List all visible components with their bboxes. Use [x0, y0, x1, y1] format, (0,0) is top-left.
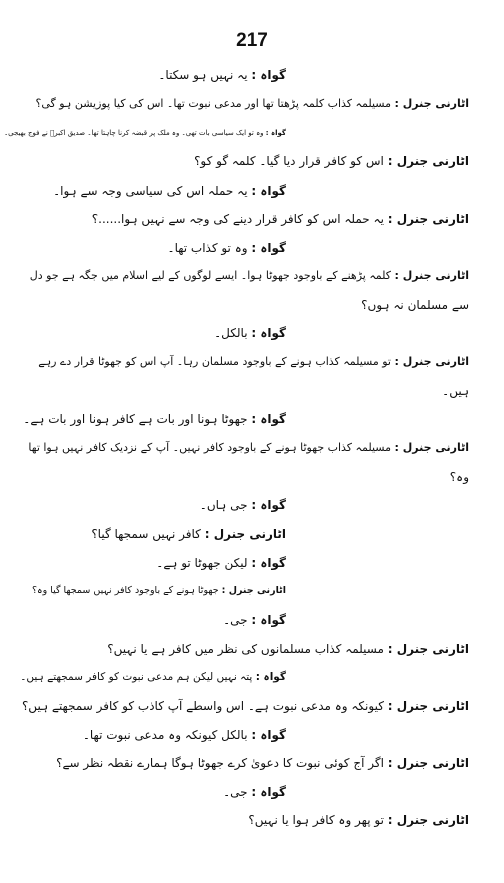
transcript-line: [158, 67, 286, 83]
speaker-label: گواہ :: [251, 412, 286, 426]
speech-text: جی ہاں۔: [199, 498, 248, 512]
transcript-line: [450, 469, 469, 485]
speech-text: یہ حملہ اس کو کافر قرار دینے کی وجہ سے نہیں ہوا......؟: [91, 212, 384, 226]
transcript-line: [35, 96, 469, 112]
transcript-line: [30, 268, 469, 284]
speaker-label: گواہ :: [251, 728, 286, 742]
speech-text: کیونکہ وہ مدعی نبوت ہے۔ اس واسطے آپ کاذب کو کافر سمجھتے ہیں؟: [21, 699, 384, 713]
speech-text: جی۔: [223, 613, 248, 627]
page-number: 217: [236, 30, 268, 51]
transcript-line: [92, 211, 469, 227]
speaker-label: اٹارنی جنرل :: [387, 212, 469, 226]
speech-text: اس کو کافر قرار دیا گیا۔ کلمہ گو کو؟: [194, 154, 384, 168]
speaker-label: گواہ :: [251, 785, 286, 799]
speaker-label: گواہ :: [251, 613, 286, 627]
speech-text: جھوٹا ہونے کے باوجود کافر نہیں سمجھا گیا وہ؟: [32, 585, 219, 596]
transcript-line: [194, 153, 469, 169]
transcript-line: [168, 240, 286, 256]
speaker-label: اٹارنی جنرل :: [394, 269, 469, 282]
speaker-label: اٹارنی جنرل :: [394, 97, 469, 110]
transcript-line: [83, 727, 286, 743]
speaker-label: اٹارنی جنرل :: [387, 154, 469, 168]
transcript-line: [361, 297, 469, 313]
transcript-line: [156, 555, 286, 571]
speech-text: وہ تو کذاب تھا۔: [167, 241, 248, 255]
transcript-line: [23, 411, 286, 427]
speaker-label: گواہ :: [265, 129, 286, 137]
transcript-line: [22, 698, 469, 714]
transcript-line: [200, 497, 286, 513]
speaker-label: اٹارنی جنرل :: [387, 756, 469, 770]
speaker-label: اٹارنی جنرل :: [387, 699, 469, 713]
speaker-label: اٹارنی جنرل :: [221, 585, 286, 596]
transcript-line: [248, 812, 469, 828]
speaker-label: گواہ :: [251, 68, 286, 82]
transcript-line: [214, 325, 286, 341]
speech-text: وہ؟: [449, 470, 469, 484]
speech-text: کلمہ پڑھنے کے باوجود جھوٹا ہوا۔ ایسے لوگوں کے لیے اسلام میں جگہ ہے جو دل: [29, 269, 391, 282]
transcript-line: [107, 641, 469, 657]
speaker-label: گواہ :: [255, 671, 286, 683]
speech-text: بالکل کیونکہ وہ مدعی نبوت تھا۔: [82, 728, 248, 742]
speaker-label: اٹارنی جنرل :: [387, 642, 469, 656]
speech-text: اگر آج کوئی نبوت کا دعویٰ کرے جھوٹا ہوگا ہمارے نقطہ نظر سے؟: [56, 756, 384, 770]
transcript-line: [223, 612, 286, 628]
speaker-label: گواہ :: [251, 241, 286, 255]
speech-text: یہ حملہ اس کی سیاسی وجہ سے ہوا۔: [53, 184, 248, 198]
speaker-label: اٹارنی جنرل :: [387, 813, 469, 827]
speech-text: یہ نہیں ہو سکتا۔: [158, 68, 248, 82]
speech-text: تو پھر وہ کافر ہوا یا نہیں؟: [248, 813, 384, 827]
speech-text: کافر نہیں سمجھا گیا؟: [91, 527, 201, 541]
speech-text: جی۔: [223, 785, 248, 799]
speech-text: جھوٹا ہونا اور بات ہے کافر ہونا اور بات ہے۔: [23, 412, 248, 426]
speech-text: پتہ نہیں لیکن ہم مدعی نبوت کو کافر سمجھتے ہیں۔: [20, 671, 253, 683]
transcript-line: [32, 583, 286, 599]
speech-text: مسیلمہ کذاب مسلمانوں کی نظر میں کافر ہے یا نہیں؟: [107, 642, 384, 656]
speaker-label: گواہ :: [251, 556, 286, 570]
transcript-line: [4, 125, 286, 141]
speech-text: تو مسیلمہ کذاب ہونے کے باوجود مسلمان رہا۔ آپ اس کو جھوٹا قرار دے رہے: [38, 355, 391, 368]
speech-text: مسیلمہ کذاب کلمہ پڑھتا تھا اور مدعی نبوت تھا۔ اس کی کیا پوزیشن ہو گی؟: [35, 97, 391, 110]
speaker-label: اٹارنی جنرل :: [204, 527, 286, 541]
speech-text: مسیلمہ کذاب جھوٹا ہونے کے باوجود کافر نہیں۔ آپ کے نزدیک کافر نہیں ہوا تھا: [28, 441, 391, 454]
transcript-line: [223, 784, 286, 800]
transcript-line: [53, 183, 286, 199]
speech-text: ہیں۔: [442, 384, 469, 398]
transcript-line: [442, 383, 469, 399]
transcript-line: [56, 755, 469, 771]
speaker-label: گواہ :: [251, 498, 286, 512]
speaker-label: گواہ :: [251, 184, 286, 198]
transcript-line: [20, 669, 286, 685]
transcript-line: [91, 526, 286, 542]
speech-text: بالکل۔: [214, 326, 248, 340]
transcript-line: [28, 440, 469, 456]
speaker-label: گواہ :: [251, 326, 286, 340]
speech-text: وہ تو ایک سیاسی بات تھی۔ وہ ملک پر قبضہ کرنا چاہتا تھا۔ صدیق اکبرؓ نے فوج بھیجی۔: [4, 129, 264, 137]
speaker-label: اٹارنی جنرل :: [394, 441, 469, 454]
transcript-line: [38, 354, 469, 370]
speaker-label: اٹارنی جنرل :: [394, 355, 469, 368]
speech-text: سے مسلمان نہ ہوں؟: [361, 298, 469, 312]
speech-text: لیکن جھوٹا تو ہے۔: [156, 556, 248, 570]
